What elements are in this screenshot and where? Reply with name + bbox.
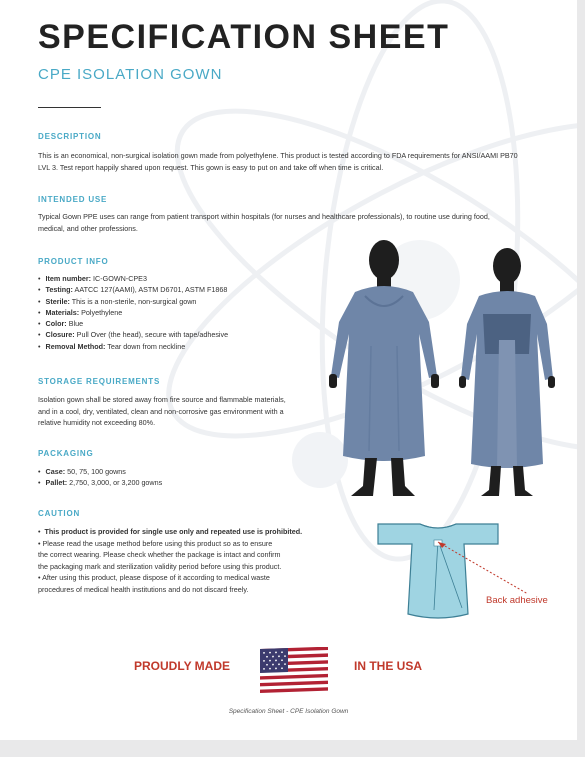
page-footer: Specification Sheet - CPE Isolation Gown <box>228 708 349 715</box>
storage-heading: STORAGE REQUIREMENTS <box>38 377 161 386</box>
page-subtitle: CPE ISOLATION GOWN <box>38 66 223 83</box>
list-item: • Case: 50, 75, 100 gowns <box>38 466 162 477</box>
list-item: • Closure: Pull Over (the head), secure with tape/adhesive <box>38 329 228 340</box>
description-heading: DESCRIPTION <box>38 132 102 141</box>
caution-heading: CAUTION <box>38 509 81 518</box>
caution-text: • This product is provided for single use only and repeated use is prohibited. • Please read the usage method before using this product so as to ensure the correct wearing. Please check whether the package is intact and confirm the packaging mark and sterilization validity period before using this product. • After using this product, please dispose of it according to medical waste procedures of medical health institutions and do not discard freely. <box>38 527 303 594</box>
in-the-usa-text: IN THE USA <box>354 659 423 673</box>
product-info-heading: PRODUCT INFO <box>38 257 109 266</box>
page-title: SPECIFICATION SHEET <box>38 18 450 56</box>
packaging-heading: PACKAGING <box>38 449 94 458</box>
proudly-made-text: PROUDLY MADE <box>134 659 231 673</box>
list-item: • Sterile: This is a non-sterile, non-surgical gown <box>38 296 228 307</box>
title-divider <box>38 107 101 108</box>
back-adhesive-label: Back adhesive <box>486 595 548 606</box>
intended-use-text: Typical Gown PPE uses can range from patient transport within hospitals (for nurses and healthcare professionals), to routine use during food, medical, and other professions. <box>38 212 490 233</box>
gown-front-image <box>325 236 443 498</box>
product-info-list <box>38 273 228 352</box>
list-item: • Materials: Polyethylene <box>38 307 228 318</box>
description-text: This is an economical, non-surgical isolation gown made from polyethylene. This product is tested according to FDA requirements for ANSI/AAMI PB70 LVL 3. Test report happily shared upon request. This gown is easy to put on and take off when time is critical. <box>38 151 518 172</box>
gown-back-image <box>459 244 555 496</box>
list-item: • Removal Method: Tear down from neckline <box>38 341 228 352</box>
list-item: • Testing: AATCC 127(AAMI), ASTM D6701, ASTM F1868 <box>38 284 228 295</box>
us-flag-icon <box>260 647 328 695</box>
intended-use-heading: INTENDED USE <box>38 195 108 204</box>
packaging-list <box>38 466 162 489</box>
storage-text: Isolation gown shall be stored away from fire source and flammable materials, and in a cool, dry, ventilated, clean and non-corrosive gas environment with a relative humidity not exceeding 80%. <box>38 395 286 427</box>
list-item: • Pallet: 2,750, 3,000, or 3,200 gowns <box>38 477 162 488</box>
list-item: • Item number: IC-GOWN-CPE3 <box>38 273 228 284</box>
list-item: • Color: Blue <box>38 318 228 329</box>
back-adhesive-arrow <box>434 538 534 598</box>
